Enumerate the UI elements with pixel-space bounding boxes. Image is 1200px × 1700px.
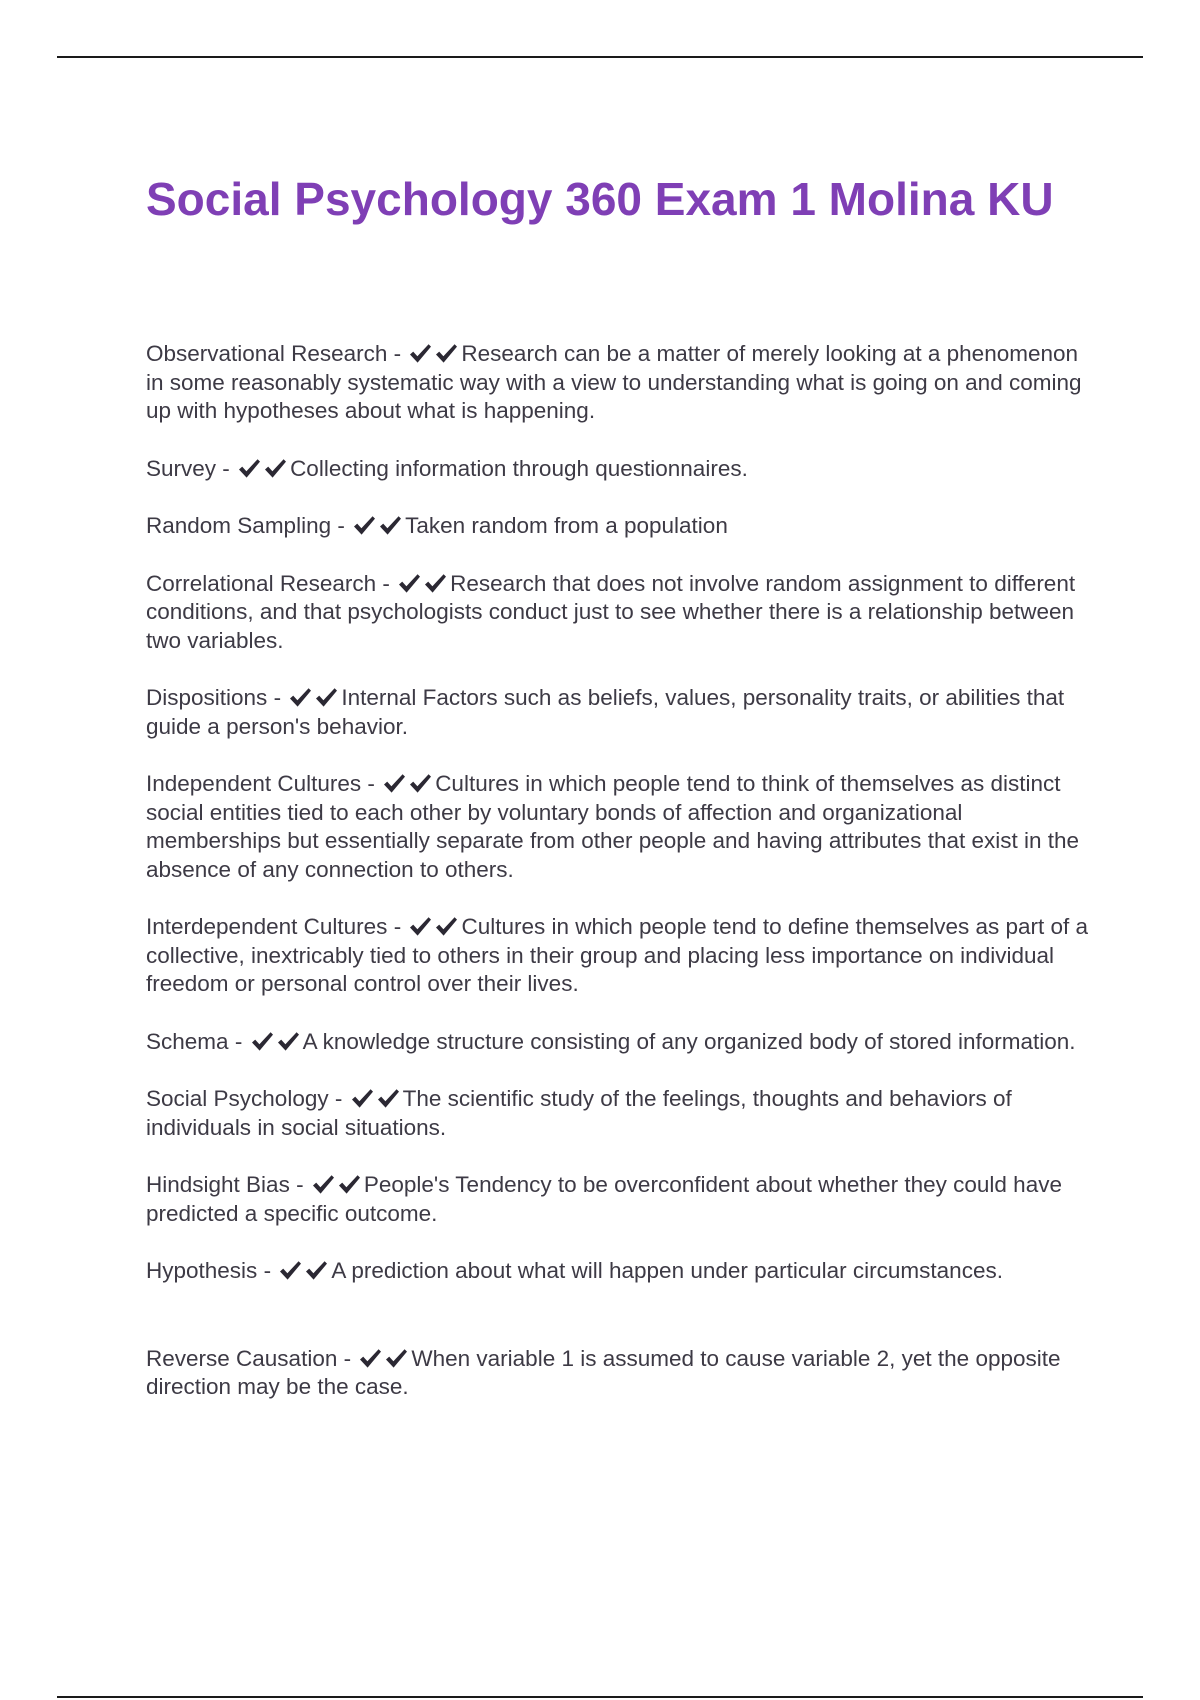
- checkmark-icon: [376, 1087, 402, 1109]
- entry-separator: -: [296, 1172, 304, 1197]
- entry-term: Hindsight Bias: [146, 1172, 290, 1197]
- checkmark-icon: [434, 915, 460, 937]
- entry-term: Schema: [146, 1028, 229, 1054]
- double-check-icon: [408, 913, 460, 942]
- checkmark-icon: [382, 772, 408, 794]
- entry-definition: People's Tendency to be overconfident about whether they could have predicted a specific outcome.: [146, 1172, 1062, 1226]
- checkmark-icon: [408, 342, 434, 364]
- checkmark-icon: [314, 686, 340, 708]
- checkmark-icon: [397, 572, 423, 594]
- double-check-icon: [278, 1257, 330, 1286]
- entry-term: Random Sampling: [146, 513, 332, 538]
- list-item: [146, 1257, 1096, 1286]
- entry-term: Social Psychology: [146, 1086, 329, 1111]
- entry-separator: -: [393, 341, 402, 366]
- entry-separator: -: [234, 1028, 243, 1054]
- checkmark-icon: [423, 572, 449, 594]
- checkmark-icon: [358, 1347, 384, 1369]
- entry-definition: When variable 1 is assumed to cause variable 2, yet the opposite direction may be the case.: [146, 1345, 1061, 1399]
- entry-separator: -: [263, 1258, 272, 1283]
- flashcard-list: [146, 340, 1096, 1402]
- entry-term: Dispositions: [146, 685, 268, 710]
- checkmark-icon: [263, 457, 289, 479]
- double-check-icon: [352, 512, 404, 541]
- list-item: [146, 570, 1096, 656]
- entry-separator: -: [337, 513, 345, 538]
- entry-term: Hypothesis: [146, 1258, 258, 1283]
- checkmark-icon: [378, 514, 404, 536]
- list-item: [146, 512, 1096, 541]
- list-item: [146, 455, 1096, 484]
- list-item: [146, 913, 1096, 999]
- double-check-icon: [358, 1345, 410, 1374]
- double-check-icon: [397, 570, 449, 599]
- bottom-rule: [57, 1696, 1143, 1698]
- entry-separator: -: [393, 914, 402, 939]
- double-check-icon: [250, 1028, 302, 1057]
- entry-term: Observational Research: [146, 341, 388, 366]
- double-check-icon: [237, 455, 289, 484]
- entry-term: Interdependent Cultures: [146, 914, 388, 939]
- top-rule: [57, 56, 1143, 58]
- entry-separator: -: [334, 1086, 343, 1111]
- checkmark-icon: [384, 1347, 410, 1369]
- double-check-icon: [288, 684, 340, 713]
- double-check-icon: [408, 340, 460, 369]
- double-check-icon: [311, 1171, 363, 1200]
- list-item: [146, 340, 1096, 426]
- entry-separator: -: [367, 771, 375, 796]
- entry-definition: A prediction about what will happen under particular circumstances.: [331, 1258, 1003, 1283]
- checkmark-icon: [350, 1087, 376, 1109]
- list-item: [146, 1345, 1096, 1402]
- entry-definition: Cultures in which people tend to think of themselves as distinct social entities tied to each other by voluntary bonds of affection and organizational memberships but essentially separate from other people and having attributes that exist in the absence of any connection to others.: [146, 771, 1080, 882]
- entry-separator: -: [343, 1345, 352, 1371]
- checkmark-icon: [352, 514, 378, 536]
- checkmark-icon: [304, 1259, 330, 1281]
- double-check-icon: [382, 770, 434, 799]
- entry-definition: Research that does not involve random assignment to different conditions, and that psychologists conduct just to see whether there is a relationship between two variables.: [146, 570, 1076, 653]
- entry-separator: -: [382, 570, 390, 596]
- page-title: Social Psychology 360 Exam 1 Molina KU: [146, 173, 1054, 225]
- checkmark-icon: [408, 772, 434, 794]
- list-item: [146, 1085, 1096, 1142]
- checkmark-icon: [408, 915, 434, 937]
- list-item: [146, 684, 1096, 741]
- checkmark-icon: [337, 1173, 363, 1195]
- entry-definition: The scientific study of the feelings, thoughts and behaviors of individuals in social situations.: [146, 1086, 1012, 1140]
- double-check-icon: [350, 1085, 402, 1114]
- entry-definition: Research can be a matter of merely looking at a phenomenon in some reasonably systematic way with a view to understanding what is going on and coming up with hypotheses about what is happening.: [146, 341, 1082, 423]
- entry-separator: -: [273, 685, 282, 710]
- checkmark-icon: [434, 342, 460, 364]
- entry-term: Reverse Causation: [146, 1345, 338, 1371]
- list-item: [146, 1171, 1096, 1228]
- checkmark-icon: [250, 1030, 276, 1052]
- checkmark-icon: [288, 686, 314, 708]
- entry-definition: Taken random from a population: [405, 513, 728, 538]
- entry-term: Correlational Research: [146, 570, 377, 596]
- entry-separator: -: [222, 455, 230, 481]
- checkmark-icon: [278, 1259, 304, 1281]
- entry-definition: A knowledge structure consisting of any organized body of stored information.: [302, 1028, 1076, 1054]
- entry-definition: Internal Factors such as beliefs, values, personality traits, or abilities that guide a person's behavior.: [146, 685, 1065, 739]
- checkmark-icon: [276, 1030, 302, 1052]
- list-item: [146, 770, 1096, 884]
- checkmark-icon: [311, 1173, 337, 1195]
- entry-term: Survey: [146, 455, 217, 481]
- list-item: [146, 1028, 1096, 1057]
- checkmark-icon: [237, 457, 263, 479]
- entry-definition: Collecting information through questionnaires.: [290, 455, 748, 481]
- entry-term: Independent Cultures: [146, 771, 362, 796]
- entry-definition: Cultures in which people tend to define themselves as part of a collective, inextricably tied to others in their group and placing less importance on individual freedom or personal control over their lives.: [146, 914, 1089, 996]
